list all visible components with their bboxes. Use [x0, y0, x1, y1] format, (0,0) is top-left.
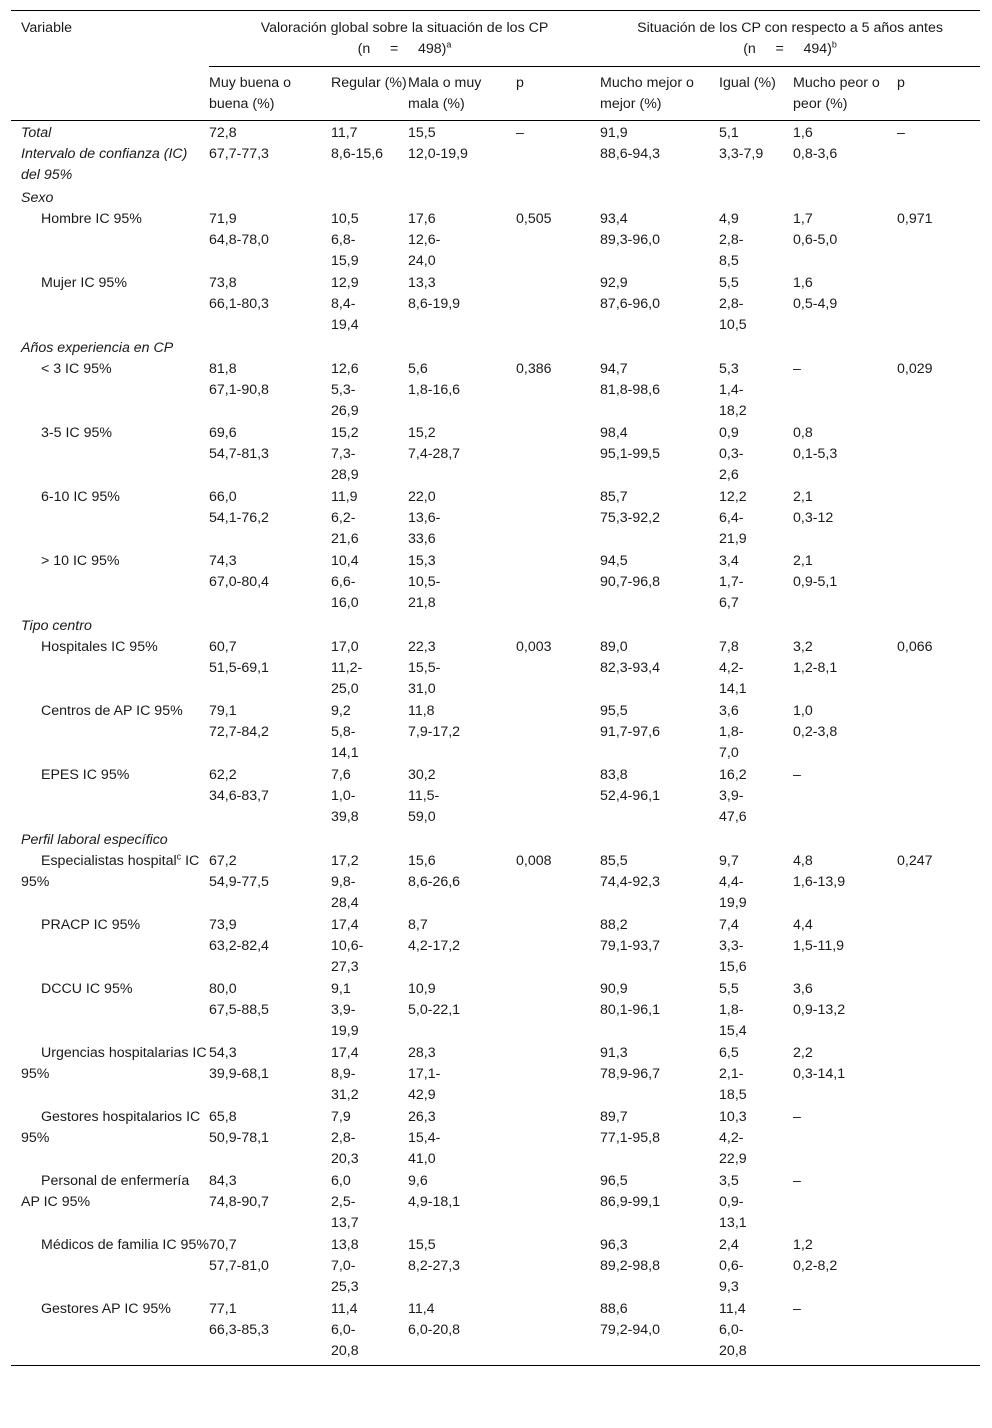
table-cell: 12,2 6,4- 21,9 — [719, 489, 747, 547]
table-cell: 0,386 — [516, 361, 552, 377]
row-label: Mujer IC 95% — [41, 275, 127, 291]
table-cell: 0,971 — [897, 211, 933, 227]
table-cell: 11,4 6,0- 20,8 — [719, 1299, 793, 1366]
col-header: p — [516, 75, 524, 91]
col-header: Regular (%) — [331, 75, 407, 91]
table-cell: 5,5 1,8- 15,4 — [719, 981, 747, 1039]
table-cell: 77,1 66,3-85,3 — [209, 1299, 331, 1366]
row-label: PRACP IC 95% — [41, 917, 141, 933]
col-header: Igual (%) — [719, 75, 776, 91]
table-cell — [897, 487, 980, 551]
table-cell: 90,9 80,1-96,1 — [600, 981, 660, 1018]
table-cell: 8,7 4,2-17,2 — [408, 917, 461, 954]
table-cell — [516, 1171, 600, 1235]
table-cell: 93,4 89,3-96,0 — [600, 211, 660, 248]
table-cell: 26,3 15,4- 41,0 — [408, 1109, 441, 1167]
table-row — [11, 1043, 980, 1107]
table-cell — [897, 1299, 980, 1366]
table-cell: – — [793, 1109, 801, 1125]
group1-header — [209, 11, 600, 67]
table-cell: 96,5 86,9-99,1 — [600, 1173, 660, 1210]
table-row — [11, 423, 980, 487]
table-cell: 9,2 5,8- 14,1 — [331, 703, 359, 761]
table-cell: – — [793, 767, 801, 783]
table-cell: 0,003 — [516, 639, 552, 655]
table-cell: 10,4 6,6- 16,0 — [331, 553, 359, 611]
row-label: DCCU IC 95% — [41, 981, 133, 997]
table-cell: 0,008 — [516, 853, 552, 869]
table-cell: 15,3 10,5- 21,8 — [408, 553, 441, 611]
table-cell: 7,9 2,8- 20,3 — [331, 1109, 359, 1167]
col-header: Mala o muy mala (%) — [408, 75, 482, 112]
table-cell: 15,6 8,6-26,6 — [408, 853, 461, 890]
group2-title-line1: Situación de los CP con respecto a 5 años antes — [637, 20, 943, 36]
table-cell: 81,8 67,1-90,8 — [209, 361, 269, 398]
table-cell: 98,4 95,1-99,5 — [600, 425, 660, 462]
group2-header — [600, 11, 980, 67]
row-label: Hombre IC 95% — [41, 211, 142, 227]
table-cell: 89,0 82,3-93,4 — [600, 639, 660, 676]
table-row — [11, 273, 980, 337]
row-label: Gestores AP IC 95% — [11, 1299, 209, 1366]
table-cell: 1,7 0,6-5,0 — [793, 211, 838, 248]
table-cell: 4,9 2,8- 8,5 — [719, 211, 744, 269]
table-cell — [516, 701, 600, 765]
table-row — [11, 851, 980, 915]
col-header: Mucho peor o peor (%) — [793, 75, 880, 112]
table-cell: 11,4 6,0- 20,8 — [331, 1299, 408, 1366]
table-cell: 83,8 52,4-96,1 — [600, 767, 660, 804]
table-cell: 13,3 8,6-19,9 — [408, 275, 461, 312]
table-cell: 88,6 79,2-94,0 — [600, 1299, 719, 1366]
table-cell — [897, 915, 980, 979]
group-title-row — [11, 187, 980, 209]
row-label: 3-5 IC 95% — [41, 425, 112, 441]
table-cell: 85,7 75,3-92,2 — [600, 489, 660, 526]
table-row — [11, 915, 980, 979]
table-cell: 15,5 8,2-27,3 — [408, 1237, 461, 1274]
table-cell: 3,2 1,2-8,1 — [793, 639, 838, 676]
table-cell: 69,6 54,7-81,3 — [209, 425, 269, 462]
total-row — [11, 121, 980, 188]
table-cell: 12,9 8,4- 19,4 — [331, 275, 359, 333]
group2-footnote-mark: b — [831, 39, 837, 50]
table-cell — [516, 1043, 600, 1107]
table-cell: 1,2 0,2-8,2 — [793, 1237, 838, 1274]
table-cell — [516, 1235, 600, 1299]
variable-header: Variable — [21, 20, 72, 36]
table-cell: 62,2 34,6-83,7 — [209, 767, 269, 804]
table-cell — [516, 551, 600, 615]
table-cell: 80,0 67,5-88,5 — [209, 981, 269, 1018]
table-cell: 22,3 15,5- 31,0 — [408, 639, 441, 697]
table-cell: 74,3 67,0-80,4 — [209, 553, 269, 590]
table-cell: 17,4 8,9- 31,2 — [331, 1045, 359, 1103]
table-cell: 85,5 74,4-92,3 — [600, 853, 660, 890]
row-label: Urgencias hospitalarias IC 95% — [21, 1045, 207, 1082]
table-row — [11, 551, 980, 615]
table-cell: 17,4 10,6- 27,3 — [331, 917, 364, 975]
table-cell: 94,7 81,8-98,6 — [600, 361, 660, 398]
table-cell — [897, 551, 980, 615]
table-cell: 10,3 4,2- 22,9 — [719, 1109, 747, 1167]
table-cell: 0,505 — [516, 211, 552, 227]
table-row — [11, 765, 980, 829]
table-cell: 3,6 0,9-13,2 — [793, 981, 846, 1018]
table-row — [11, 1235, 980, 1299]
table-cell: 92,9 87,6-96,0 — [600, 275, 660, 312]
table-cell — [516, 1299, 600, 1366]
results-table-container — [11, 10, 980, 1366]
table-cell: 11,4 6,0-20,8 — [408, 1299, 516, 1366]
table-row — [11, 637, 980, 701]
table-cell: 89,7 77,1-95,8 — [600, 1109, 660, 1146]
group-title-row — [11, 337, 980, 359]
table-cell: 7,4 3,3- 15,6 — [719, 917, 747, 975]
results-table — [11, 10, 980, 1366]
table-cell: 7,8 4,2- 14,1 — [719, 639, 747, 697]
table-cell: 0,247 — [897, 853, 933, 869]
table-cell: 15,2 7,4-28,7 — [408, 425, 461, 462]
table-cell: 84,3 74,8-90,7 — [209, 1173, 269, 1210]
group-title: Perfil laboral específico — [21, 832, 168, 848]
table-cell: 96,3 89,2-98,8 — [600, 1237, 660, 1274]
row-label: > 10 IC 95% — [41, 553, 120, 569]
table-cell: – — [793, 1299, 897, 1366]
table-cell — [897, 1235, 980, 1299]
table-cell: 4,8 1,6-13,9 — [793, 853, 846, 890]
table-cell: 13,8 7,0- 25,3 — [331, 1237, 359, 1295]
table-cell — [897, 765, 980, 829]
group-title-row — [11, 615, 980, 637]
group1-title-line2: (n = 498)$^a$ — [357, 39, 452, 57]
group2-title-line2: (n = 494)$^b$ — [743, 39, 837, 57]
table-cell: 3,4 1,7- 6,7 — [719, 553, 744, 611]
row-label: 6-10 IC 95% — [41, 489, 120, 505]
total-cell: 5,1 3,3-7,9 — [719, 125, 764, 162]
table-cell: 3,6 1,8- 7,0 — [719, 703, 744, 761]
table-row — [11, 209, 980, 273]
table-cell: 0,9 0,3- 2,6 — [719, 425, 744, 483]
total-cell: 72,8 67,7-77,3 — [209, 125, 269, 162]
table-cell: 70,7 57,7-81,0 — [209, 1237, 269, 1274]
table-cell: 17,6 12,6- 24,0 — [408, 211, 441, 269]
total-cell: – — [897, 125, 905, 141]
table-cell: 11,9 6,2- 21,6 — [331, 489, 359, 547]
table-cell: 6,0 2,5- 13,7 — [331, 1173, 359, 1231]
table-cell: 0,066 — [897, 639, 933, 655]
table-cell: 9,7 4,4- 19,9 — [719, 853, 747, 911]
header-row-groups — [11, 11, 980, 67]
table-cell: 2,2 0,3-14,1 — [793, 1045, 846, 1082]
table-cell: 5,5 2,8- 10,5 — [719, 275, 747, 333]
table-cell: 2,1 0,9-5,1 — [793, 553, 838, 590]
group1-title-line1: Valoración global sobre la situación de los CP — [260, 20, 549, 36]
table-cell: 11,8 7,9-17,2 — [408, 703, 461, 740]
table-cell: 10,5 6,8- 15,9 — [331, 211, 359, 269]
table-cell: 60,7 51,5-69,1 — [209, 639, 269, 676]
table-row — [11, 487, 980, 551]
total-cell: – — [516, 125, 524, 141]
table-cell — [897, 273, 980, 337]
table-cell — [516, 915, 600, 979]
group1-footnote-mark: a — [446, 39, 452, 50]
table-cell: 66,0 54,1-76,2 — [209, 489, 269, 526]
table-cell: 2,4 0,6- 9,3 — [719, 1237, 744, 1295]
total-cell: 11,7 8,6-15,6 — [331, 125, 384, 162]
table-cell: 5,3 1,4- 18,2 — [719, 361, 747, 419]
row-label: Médicos de familia IC 95% — [41, 1237, 209, 1253]
row-label: < 3 IC 95% — [41, 361, 112, 377]
table-cell: 67,2 54,9-77,5 — [209, 853, 269, 890]
table-cell: 0,029 — [897, 361, 933, 377]
table-cell — [897, 1107, 980, 1171]
col-header: Muy buena o buena (%) — [209, 75, 292, 112]
table-cell: 0,8 0,1-5,3 — [793, 425, 838, 462]
table-row — [11, 359, 980, 423]
table-cell: 30,2 11,5- 59,0 — [408, 767, 440, 825]
table-cell: – — [793, 1173, 801, 1189]
table-cell: 22,0 13,6- 33,6 — [408, 489, 441, 547]
table-cell: 17,2 9,8- 28,4 — [331, 853, 359, 911]
total-cell: 15,5 12,0-19,9 — [408, 125, 468, 162]
table-cell: 1,0 0,2-3,8 — [793, 703, 838, 740]
header-row-columns — [11, 67, 980, 121]
table-cell: 9,1 3,9- 19,9 — [331, 981, 359, 1039]
table-cell — [897, 423, 980, 487]
table-cell: 2,1 0,3-12 — [793, 489, 834, 526]
table-cell — [897, 979, 980, 1043]
table-cell: 5,6 1,8-16,6 — [408, 361, 461, 398]
table-cell: 79,1 72,7-84,2 — [209, 703, 269, 740]
group-title: Años experiencia en CP — [21, 340, 174, 356]
row-label: Especialistas hospital$^c$ IC 95% — [21, 851, 200, 890]
total-cell: 91,9 88,6-94,3 — [600, 125, 660, 162]
table-body — [11, 121, 980, 1366]
table-cell — [516, 423, 600, 487]
col-header: Mucho mejor o mejor (%) — [600, 75, 694, 112]
table-cell: 15,2 7,3- 28,9 — [331, 425, 359, 483]
row-label: Personal de enfermería AP IC 95% — [21, 1173, 190, 1210]
table-row — [11, 1107, 980, 1171]
table-row — [11, 1299, 980, 1366]
table-cell: 10,9 5,0-22,1 — [408, 981, 461, 1018]
total-cell: 1,6 0,8-3,6 — [793, 125, 838, 162]
group-title: Sexo — [21, 190, 54, 206]
group-title: Tipo centro — [21, 618, 92, 634]
total-label: Total Intervalo de confianza (IC) del 95% — [21, 125, 188, 183]
row-label: Hospitales IC 95% — [41, 639, 158, 655]
table-cell — [897, 701, 980, 765]
table-cell — [516, 1107, 600, 1171]
group-title-row — [11, 829, 980, 851]
table-row — [11, 979, 980, 1043]
table-cell: 6,5 2,1- 18,5 — [719, 1045, 747, 1103]
col-header: p — [897, 75, 905, 91]
table-cell — [516, 765, 600, 829]
table-row — [11, 1171, 980, 1235]
table-cell: 71,9 64,8-78,0 — [209, 211, 269, 248]
table-cell — [516, 487, 600, 551]
row-label: EPES IC 95% — [41, 767, 130, 783]
table-cell: 91,3 78,9-96,7 — [600, 1045, 660, 1082]
table-cell — [516, 979, 600, 1043]
table-cell: 12,6 5,3- 26,9 — [331, 361, 359, 419]
table-cell: 4,4 1,5-11,9 — [793, 917, 845, 954]
table-cell: 1,6 0,5-4,9 — [793, 275, 838, 312]
table-cell: 7,6 1,0- 39,8 — [331, 767, 359, 825]
table-row — [11, 701, 980, 765]
table-cell: 94,5 90,7-96,8 — [600, 553, 660, 590]
table-cell — [516, 273, 600, 337]
table-cell — [897, 1043, 980, 1107]
table-cell: 95,5 91,7-97,6 — [600, 703, 660, 740]
table-cell: 73,8 66,1-80,3 — [209, 275, 269, 312]
table-cell: 3,5 0,9- 13,1 — [719, 1173, 747, 1231]
table-cell: 9,6 4,9-18,1 — [408, 1173, 461, 1210]
table-cell: – — [793, 361, 801, 377]
table-cell: 17,0 11,2- 25,0 — [331, 639, 363, 697]
table-cell: 54,3 39,9-68,1 — [209, 1045, 269, 1082]
row-label: Gestores hospitalarios IC 95% — [21, 1109, 201, 1146]
table-cell: 65,8 50,9-78,1 — [209, 1109, 269, 1146]
table-cell: 16,2 3,9- 47,6 — [719, 767, 747, 825]
row-label: Centros de AP IC 95% — [41, 703, 183, 719]
table-cell: 28,3 17,1- 42,9 — [408, 1045, 441, 1103]
table-cell: 73,9 63,2-82,4 — [209, 917, 269, 954]
table-cell: 88,2 79,1-93,7 — [600, 917, 660, 954]
table-cell — [897, 1171, 980, 1235]
